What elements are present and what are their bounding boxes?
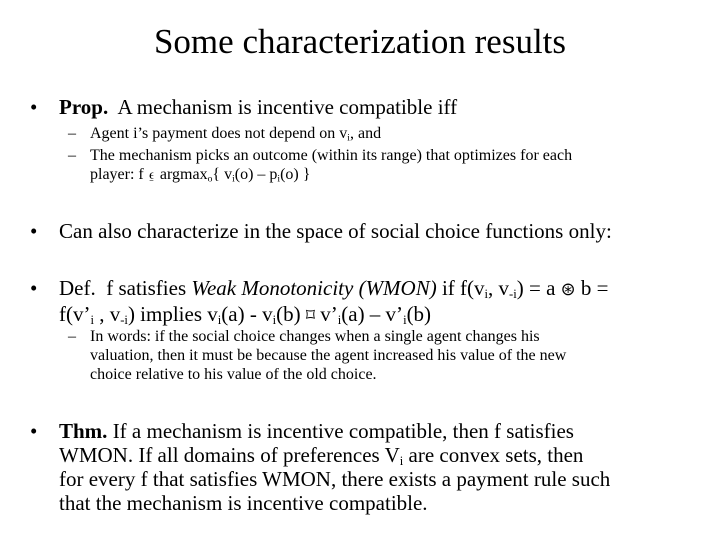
prop-label: Prop. <box>59 95 109 119</box>
subscript: i <box>90 313 94 328</box>
formula-part: ) implies v <box>127 302 218 326</box>
social-choice-text: Can also characterize in the space of social choice functions only: <box>59 219 612 243</box>
subscript: i <box>337 313 342 328</box>
formula-part: (b) <box>406 302 432 326</box>
formula-part: , v <box>488 276 510 300</box>
formula-part: v’ <box>320 302 338 326</box>
bullet-prop <box>30 95 700 119</box>
formula-part: ) = a <box>516 276 556 300</box>
payment-text: Agent i’s payment does not depend on v <box>90 125 348 142</box>
subscript: -i <box>120 313 128 328</box>
subscript: i <box>347 132 350 144</box>
slide-title: Some characterization results <box>153 22 567 61</box>
geq-symbol: ⌑ <box>305 305 315 326</box>
bullet-social-choice <box>30 219 700 243</box>
subscript: i <box>217 313 222 328</box>
subscript: i <box>232 173 235 185</box>
sub-bullet-payment <box>68 124 708 143</box>
wmon-term: Weak Monotonicity (WMON) <box>191 276 437 300</box>
thm-line: for every f that satisfies WMON, there exists a payment rule such <box>59 467 611 491</box>
dash-marker: – <box>68 328 76 345</box>
formula-part: (b) <box>276 302 301 326</box>
subscript: i <box>277 173 281 185</box>
thm-line: WMON. If all domains of preferences V <box>59 443 400 467</box>
formula-part: { v <box>212 166 233 183</box>
bullet-dot: • <box>30 276 38 300</box>
outcome-player: player: f <box>90 166 144 183</box>
outcome-text-line1: The mechanism picks an outcome (within its range) that optimizes for each <box>90 147 573 164</box>
formula-part: (a) - v <box>221 302 273 326</box>
bullet-theorem <box>30 419 700 515</box>
sub-bullet-in-words <box>68 327 708 384</box>
thm-line: are convex sets, then <box>408 443 584 467</box>
formula-part: , v <box>99 302 121 326</box>
bullet-dot: • <box>30 419 38 443</box>
subscript: i <box>403 313 407 328</box>
thm-line: that the mechanism is incentive compatible. <box>59 491 428 515</box>
sub-bullet-outcome <box>68 146 708 185</box>
bullet-definition <box>30 276 700 328</box>
formula-part: f(v’ <box>59 302 91 326</box>
subscript: i <box>399 454 404 469</box>
dash-marker: – <box>68 147 76 164</box>
subscript: i <box>484 287 489 302</box>
in-words-line: In words: if the social choice changes when a single agent changes his <box>90 328 540 345</box>
formula-part: (o) } <box>280 166 311 183</box>
bullet-dot: • <box>30 219 38 243</box>
thm-line: If a mechanism is incentive compatible, then f satisfies <box>112 419 574 443</box>
formula-part: (a) – v’ <box>341 302 404 326</box>
def-label: Def. <box>59 276 96 300</box>
def-text: f satisfies <box>106 276 187 300</box>
formula-part: if f(v <box>441 276 485 300</box>
formula-part: (o) – p <box>234 166 278 183</box>
argmax-text: argmax <box>159 166 208 183</box>
neq-symbol: ⊛ <box>560 279 576 300</box>
subscript: -i <box>509 287 517 302</box>
thm-label: Thm. <box>59 419 108 443</box>
subscript: i <box>272 313 277 328</box>
element-of-symbol: ⍷ <box>147 167 156 183</box>
bullet-dot: • <box>30 95 38 119</box>
formula-part: b = <box>580 276 609 300</box>
in-words-line: valuation, then it must be because the agent increased his value of the new <box>90 347 567 364</box>
payment-text-end: , and <box>349 125 382 142</box>
dash-marker: – <box>68 125 76 142</box>
subscript: o <box>207 173 213 185</box>
prop-text: A mechanism is incentive compatible iff <box>117 95 458 119</box>
in-words-line: choice relative to his value of the old choice. <box>90 366 377 383</box>
